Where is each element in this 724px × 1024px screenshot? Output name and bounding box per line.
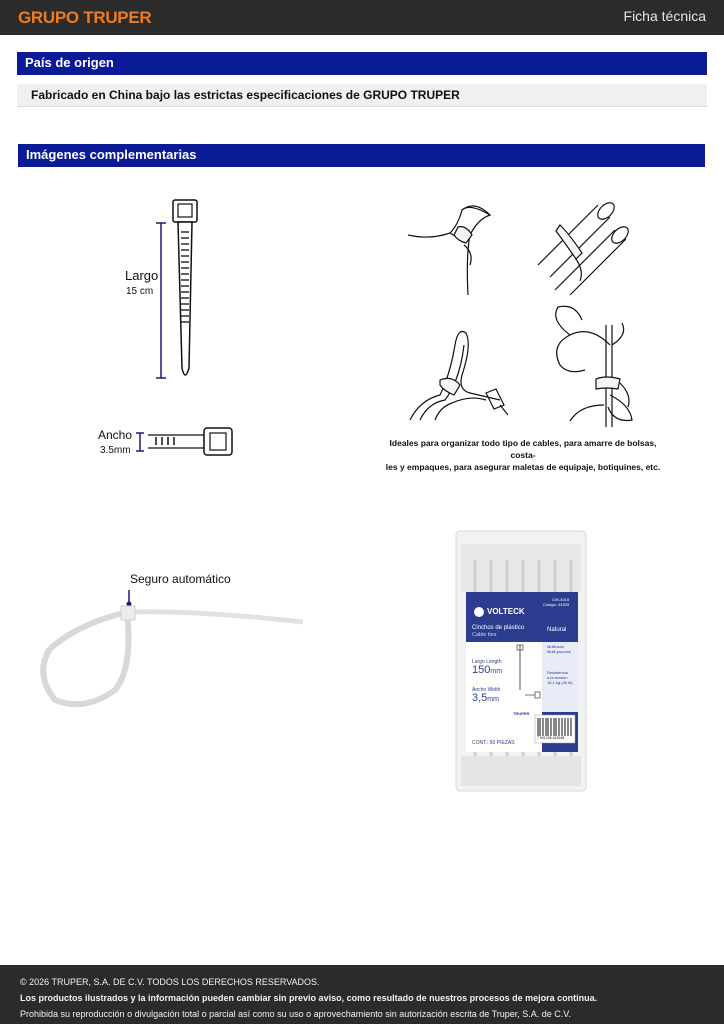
automatic-lock-diagram	[35, 570, 310, 715]
package-length	[472, 664, 502, 676]
bag-tie-illustration	[408, 206, 490, 295]
footer-notice: Los productos ilustrados y la información pueden cambiar sin previo aviso, como resultado de nuestros procesos de mejora continua.	[20, 993, 598, 1003]
width-value: 3.5mm	[100, 445, 131, 456]
lock-label: Seguro automático	[130, 572, 231, 586]
package-product-en: Cable ties	[472, 632, 497, 638]
cable-tie-dimension-diagram	[90, 190, 260, 470]
origin-text: Fabricado en China bajo las estrictas especificaciones de GRUPO TRUPER	[17, 84, 707, 107]
usage-caption-line2: les y empaques, para asegurar maletas de equipaje, botiquines, etc.	[385, 462, 661, 472]
package-length-label-en: Length	[486, 659, 502, 665]
package-code2: Código: 44303	[543, 602, 570, 607]
length-value: 15 cm	[126, 286, 154, 297]
package-content: CONT.: 50 PIEZAS	[472, 740, 515, 746]
length-label: Largo	[125, 268, 159, 283]
brand-logo: GRUPO TRUPER	[18, 8, 152, 27]
package-product-es: Cinchos de plástico	[472, 625, 525, 631]
package-width-label-es: Ancho	[472, 687, 487, 693]
package-brand: VOLTECK	[487, 607, 525, 616]
package-length-label-es: Largo	[472, 659, 485, 665]
origin-section-title: País de origen	[17, 52, 707, 75]
package-length-value: 150	[472, 664, 491, 676]
package-resist-en: a la tensión	[547, 675, 568, 680]
package-width-value: 3,5	[472, 692, 488, 704]
top-bar	[0, 0, 724, 35]
package-width-unit: mm	[487, 696, 499, 703]
package-resist-es: Resistencia	[547, 670, 568, 675]
width-label: Ancho	[98, 428, 133, 442]
package-resist-value: 18,1 kg (40 lb)	[547, 680, 573, 685]
package-use-en: Multi-purpose	[547, 649, 572, 654]
product-package	[455, 530, 587, 792]
cables-tie-illustration	[410, 332, 508, 421]
usage-caption	[382, 437, 664, 473]
footer	[0, 965, 724, 1024]
package-width-label-en: Width	[487, 687, 501, 693]
package-maker: TRUPER	[513, 711, 530, 716]
footer-prohibition: Prohibida su reproducción o divulgación total o parcial así como su uso o aprovechamiento sin autorización escrita de Truper, S.A. de C.V.	[20, 1009, 571, 1019]
pipes-tie-illustration	[538, 200, 631, 295]
usage-illustrations	[400, 195, 650, 430]
package-color: Natural	[547, 627, 567, 633]
package-use-es: Multiusos	[547, 644, 564, 649]
images-section-title: Imágenes complementarias	[18, 144, 705, 167]
footer-copyright: © 2026 TRUPER, S.A. DE C.V. TODOS LOS DERECHOS RESERVADOS.	[20, 977, 320, 987]
package-code: CIN-4015	[552, 597, 570, 602]
package-length-unit: mm	[490, 668, 503, 675]
plant-tie-illustration	[556, 306, 632, 427]
package-barcode: 7 501206 443048	[537, 736, 565, 740]
document-type: Ficha técnica	[623, 8, 706, 24]
usage-caption-line1: Ideales para organizar todo tipo de cables, para amarre de bolsas, costa-	[389, 438, 657, 460]
package-width	[472, 692, 499, 704]
